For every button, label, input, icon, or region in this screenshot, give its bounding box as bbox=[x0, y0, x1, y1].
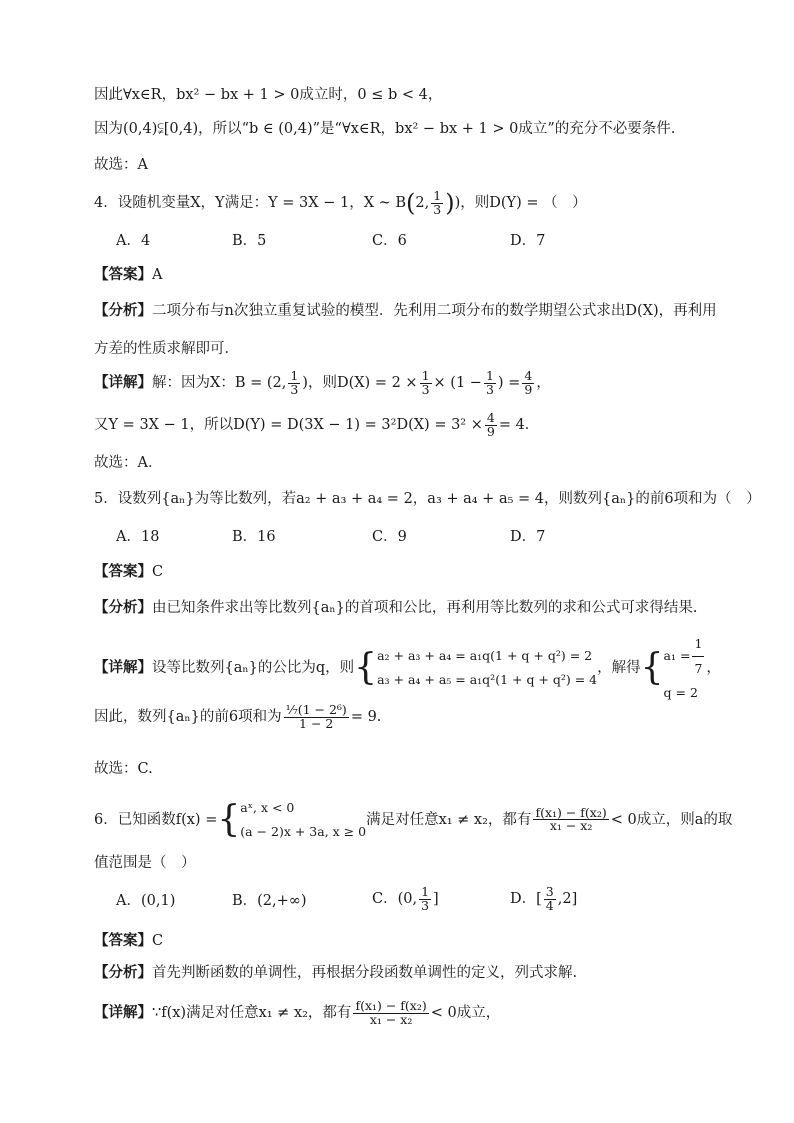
detail-line bbox=[94, 704, 381, 730]
text-line bbox=[94, 122, 675, 137]
detail-text: 设等比数列{aₙ}的公比为q，则 bbox=[152, 660, 355, 677]
fraction bbox=[419, 886, 431, 912]
analysis-text: 二项分布与n次独立重复试验的模型．先利用二项分布的数学期望公式求出D(X)，再利用 bbox=[152, 303, 717, 319]
option-text: C．(0, bbox=[372, 891, 418, 907]
detail-text: ， bbox=[536, 375, 551, 391]
analysis-label: 【分析】 bbox=[94, 600, 152, 616]
analysis-line bbox=[94, 966, 577, 981]
choose-line: 故选：A bbox=[94, 157, 148, 173]
detail-label: 【详解】 bbox=[94, 660, 152, 677]
case: aˣ, x < 0 bbox=[240, 800, 295, 815]
numerator: 1 bbox=[421, 884, 430, 899]
numerator: 1 bbox=[433, 188, 442, 203]
numerator: ⅐(1 − 2⁶) bbox=[285, 702, 347, 717]
option-d: D．7 bbox=[510, 529, 546, 545]
detail-text: 因此，数列{aₙ}的前6项和为 bbox=[94, 709, 282, 725]
denominator: 3 bbox=[485, 381, 494, 397]
detail-line bbox=[94, 1000, 500, 1026]
equation-system bbox=[377, 644, 597, 692]
answer-value: C bbox=[152, 933, 164, 949]
question-text: 6．已知函数f(x) = bbox=[94, 811, 218, 828]
question-text: < 0成立，则a的取 bbox=[610, 811, 733, 828]
option-b: B．(2,+∞) bbox=[232, 893, 307, 909]
fraction bbox=[692, 632, 704, 681]
analysis-line bbox=[94, 342, 239, 357]
option-c bbox=[372, 886, 439, 912]
option-d: D．7 bbox=[510, 233, 546, 249]
question-text: 值范围是（ ） bbox=[94, 855, 196, 871]
denominator: 4 bbox=[545, 897, 554, 913]
option-d bbox=[510, 886, 577, 912]
option-a: A．4 bbox=[116, 233, 151, 249]
choose-line bbox=[94, 762, 153, 777]
option-c: C．6 bbox=[372, 233, 407, 249]
question-6: 6．已知函数f(x) ={ aˣ, x < 0 (a − 2)x + 3a, x ≥ 0 满足对任意x₁ ≠ x₂，都有 $\frac{\text{f(x₁) − f(x₂)}}{\text{x₁ − x₂}}$ < 0成立，则a的取 bbox=[94, 796, 732, 844]
numerator: 4 bbox=[486, 410, 495, 425]
question-text: 4．设随机变量X，Y满足：Y = 3X − 1，X ~ B bbox=[94, 195, 407, 211]
denominator: 3 bbox=[421, 897, 430, 913]
detail-label: 【详解】 bbox=[94, 1005, 152, 1021]
answer-value: C bbox=[152, 564, 164, 580]
numerator: 1 bbox=[421, 368, 430, 383]
fraction bbox=[484, 370, 496, 396]
denominator: x₁ − x₂ bbox=[369, 1011, 413, 1027]
fraction bbox=[288, 370, 300, 396]
piecewise-cases bbox=[240, 796, 366, 844]
option-text: ] bbox=[433, 891, 439, 907]
fraction bbox=[284, 704, 349, 730]
fraction bbox=[420, 370, 432, 396]
detail-text: < 0成立， bbox=[430, 1005, 501, 1021]
question-text: 5．设数列{aₙ}为等比数列，若a₂ + a₃ + a₄ = 2，a₃ + a₄ + a₅ = 4，则数列{aₙ}的前6项和为（ ） bbox=[94, 491, 761, 507]
numerator: f(x₁) − f(x₂) bbox=[535, 804, 607, 820]
denominator: 7 bbox=[694, 660, 703, 676]
analysis-line bbox=[94, 601, 697, 616]
numerator: 4 bbox=[524, 368, 533, 383]
question-6-cont bbox=[94, 856, 196, 871]
denominator: 3 bbox=[433, 201, 442, 217]
detail-line bbox=[94, 370, 551, 396]
fraction bbox=[533, 804, 608, 834]
analysis-text: 方差的性质求解即可． bbox=[94, 341, 239, 357]
denominator: x₁ − x₂ bbox=[549, 818, 593, 834]
answer-line bbox=[94, 268, 162, 283]
fraction bbox=[485, 412, 497, 438]
analysis-label: 【分析】 bbox=[94, 303, 152, 319]
fraction bbox=[544, 886, 556, 912]
answer-label: 【答案】 bbox=[94, 564, 152, 580]
choose-text: 故选：A． bbox=[94, 455, 163, 471]
choose-text: 故选：C. bbox=[94, 761, 153, 777]
denominator: 3 bbox=[421, 381, 430, 397]
numerator: 1 bbox=[692, 632, 704, 657]
detail-line bbox=[94, 412, 539, 438]
question-5 bbox=[94, 492, 761, 507]
denominator: 1 − 2 bbox=[299, 715, 334, 731]
analysis-line bbox=[94, 304, 717, 319]
answer-line bbox=[94, 565, 163, 580]
denominator: 9 bbox=[486, 423, 495, 439]
numerator: f(x₁) − f(x₂) bbox=[355, 998, 427, 1013]
analysis-text: 由已知条件求出等比数列{aₙ}的首项和公比，再利用等比数列的求和公式可求得结果. bbox=[152, 600, 698, 616]
option-c: C．9 bbox=[372, 529, 407, 545]
denominator: 3 bbox=[290, 381, 299, 397]
detail-text: 解：因为X：B = (2, bbox=[152, 375, 287, 391]
detail-text: = 4． bbox=[498, 417, 540, 433]
fraction bbox=[431, 190, 443, 216]
detail-text: )，则D(X) = 2 × bbox=[302, 375, 418, 391]
option-b: B．5 bbox=[232, 233, 267, 249]
equation: q = 2 bbox=[663, 684, 698, 700]
choose-line bbox=[94, 456, 162, 471]
detail-line: 【详解】设等比数列{aₙ}的公比为q，则{ a₂ + a₃ + a₄ = a₁q(1 + q + q²) = 2 a₃ + a₄ + a₅ = a₁q²(1 + q + q²) = 4 ，解得{ a₁ = $\frac{1}{7}$ q = 2 ， bbox=[94, 632, 721, 704]
detail-text: ) = bbox=[497, 375, 521, 391]
detail-text: ，解得 bbox=[597, 660, 641, 677]
text-line bbox=[94, 88, 442, 103]
detail-text: ， bbox=[706, 660, 721, 677]
detail-text: ∵f(x)满足对任意x₁ ≠ x₂，都有 bbox=[152, 1005, 352, 1021]
option-text: D．[ bbox=[510, 891, 542, 907]
fraction bbox=[353, 1000, 428, 1026]
fraction bbox=[522, 370, 534, 396]
detail-text: 又Y = 3X − 1，所以D(Y) = D(3X − 1) = 3²D(X) = 3² × bbox=[94, 417, 483, 433]
equation: a₃ + a₄ + a₅ = a₁q²(1 + q + q²) = 4 bbox=[377, 672, 598, 688]
option-a: A．(0,1) bbox=[116, 893, 176, 909]
question-text: )，则D(Y) = （ ） bbox=[454, 195, 587, 211]
option-a: A．18 bbox=[116, 529, 160, 545]
question-4: 4．设随机变量X，Y满足：Y = 3X − 1，X ~ B(2, $\frac{1}{3}$ ))，则D(Y) = （ ） bbox=[94, 188, 587, 217]
denominator: 9 bbox=[524, 381, 533, 397]
solution-text: 因此∀x∈R，bx² − bx + 1 > 0成立时，0 ≤ b < 4， bbox=[94, 87, 443, 103]
equation: a₁ = bbox=[663, 647, 691, 663]
answer-label: 【答案】 bbox=[94, 267, 152, 283]
option-text: ,2] bbox=[557, 891, 578, 907]
numerator: 1 bbox=[290, 368, 299, 383]
solution-text: 因为(0,4)⫋[0,4)，所以“b ∈ (0,4)”是“∀x∈R，bx² − bx + 1 > 0成立”的充分不必要条件. bbox=[94, 121, 676, 137]
detail-text: = 9. bbox=[350, 709, 382, 725]
text-line bbox=[94, 158, 148, 173]
detail-label: 【详解】 bbox=[94, 375, 152, 391]
numerator: 1 bbox=[485, 368, 494, 383]
answer-value: A bbox=[152, 267, 163, 283]
option-b: B．16 bbox=[232, 529, 276, 545]
question-text: 满足对任意x₁ ≠ x₂，都有 bbox=[366, 811, 532, 828]
answer-line bbox=[94, 934, 163, 949]
analysis-label: 【分析】 bbox=[94, 965, 152, 981]
numerator: 3 bbox=[545, 884, 554, 899]
solution-system bbox=[664, 632, 707, 704]
answer-label: 【答案】 bbox=[94, 933, 152, 949]
detail-text: × (1 − bbox=[433, 375, 482, 391]
case: (a − 2)x + 3a, x ≥ 0 bbox=[240, 823, 367, 839]
analysis-text: 首先判断函数的单调性，再根据分段函数单调性的定义，列式求解. bbox=[152, 965, 578, 981]
equation: a₂ + a₃ + a₄ = a₁q(1 + q + q²) = 2 bbox=[377, 648, 593, 664]
